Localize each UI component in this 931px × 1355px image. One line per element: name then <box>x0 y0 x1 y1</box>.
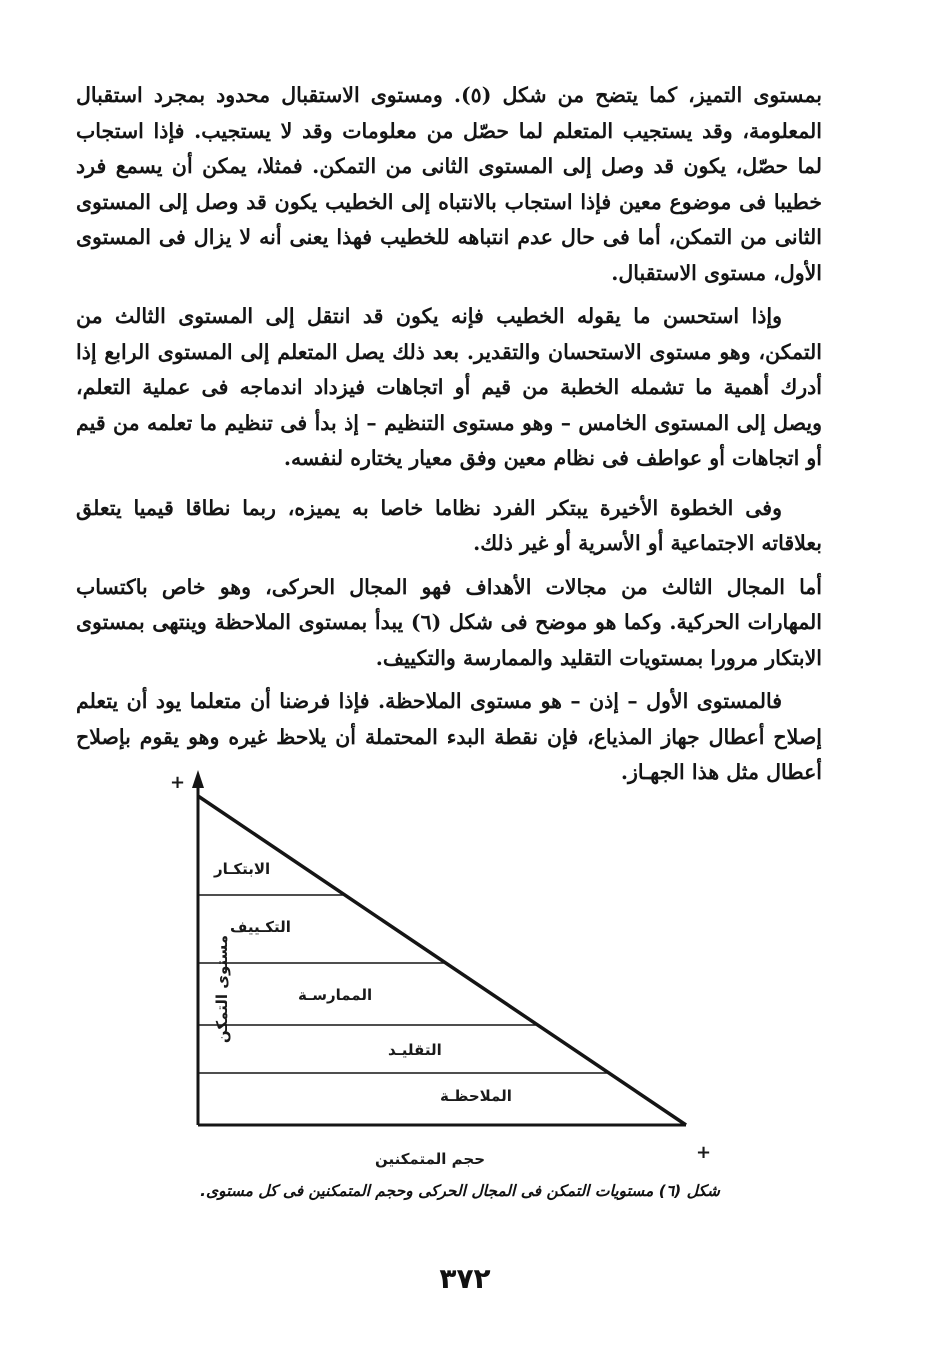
level-label-adaptation: التكـييف <box>230 918 291 936</box>
paragraph-5: فالمستوى الأول – إذن – هو مستوى الملاحظة. فإذا فرضنا أن متعلما يود أن يتعلم إصلاح أعطال جهاز المذياع، فإن نقطة البدء المحتملة أن يلاحظ غيره وهو يقوم بإصلاح أعطال مثل هذا الجهـاز. <box>76 689 822 784</box>
x-axis-plus: + <box>696 1142 712 1163</box>
paragraph-4 <box>76 570 822 677</box>
y-axis-plus: + <box>170 772 186 793</box>
level-label-observation: الملاحظـة <box>440 1087 512 1105</box>
paragraph-4-body: وهو خاص باكتساب المهارات الحركية. وكما هو موضح فى شكل (٦) يبدأ بمستوى الملاحظة وينتهى بمستوى الابتكار مرورا بمستويات التقليد والممارسة والتكييف. <box>76 574 822 670</box>
x-axis-label: حجم المتمكنين <box>374 1150 486 1168</box>
y-axis-label: مستوى التمكن <box>213 934 231 1044</box>
level-label-imitation: التقليـد <box>388 1041 442 1059</box>
figure-6-diagram <box>150 770 750 1190</box>
diagram-svg <box>150 770 750 1190</box>
paragraph-4-lead: أما المجال الثالث من مجالات الأهداف فهو المجال الحركى، <box>265 574 822 599</box>
page-number: ٣٧٢ <box>439 1262 491 1295</box>
paragraph-3: وفى الخطوة الأخيرة يبتكر الفرد نظاما خاصا به يميزه، ربما نطاقا قيميا يتعلق بعلاقاته الاجتماعية أو الأسرية أو غير ذلك. <box>76 495 822 555</box>
level-label-practice: الممارسـة <box>298 986 373 1004</box>
paragraph-1: بمستوى التميز، كما يتضح من شكل (٥). ومستوى الاستقبال محدود بمجرد استقبال المعلومة، وقد يستجيب المتعلم لما حصّل من معلومات وقد لا يستجيب. فإذا استجاب لما حصّل، يكون قد وصل إلى المستوى الثانى من التمكن. فمثلا، يمكن أن يسمع فرد خطيبا فى موضوع معين فإذا استجاب بالانتباه إلى الخطيب يكون قد وصل إلى المستوى الثانى من التمكن، أما فى حال عدم انتباهه للخطيب فهذا يعنى أنه لا يزال فى المستوى الأول، مستوى الاستقبال. <box>76 83 822 285</box>
y-axis-arrow <box>192 770 204 788</box>
figure-caption: شكل (٦) مستويات التمكن فى المجال الحركى وحجم المتمكنين فى كل مستوى. <box>200 1182 720 1200</box>
body-text-top <box>76 78 822 791</box>
triangle-hypotenuse <box>198 796 686 1125</box>
level-label-innovation: الابتكـار <box>214 860 271 878</box>
paragraph-2: وإذا استحسن ما يقوله الخطيب فإنه يكون قد انتقل إلى المستوى الثالث من التمكن، وهو مستوى الاستحسان والتقدير. بعد ذلك يصل المتعلم إلى المستوى الرابع إذا أدرك أهمية ما تشمله الخطبة من قيم أو اتجاهات فيزداد اندماجه فى عملية التعلم، ويصل إلى المستوى الخامس – وهو مستوى التنظيم – إذ بدأ فى تنظيم ما تعلمه من قيم أو اتجاهات أو عواطف فى نظام معين وفق معيار يختاره لنفسه. <box>76 304 822 470</box>
